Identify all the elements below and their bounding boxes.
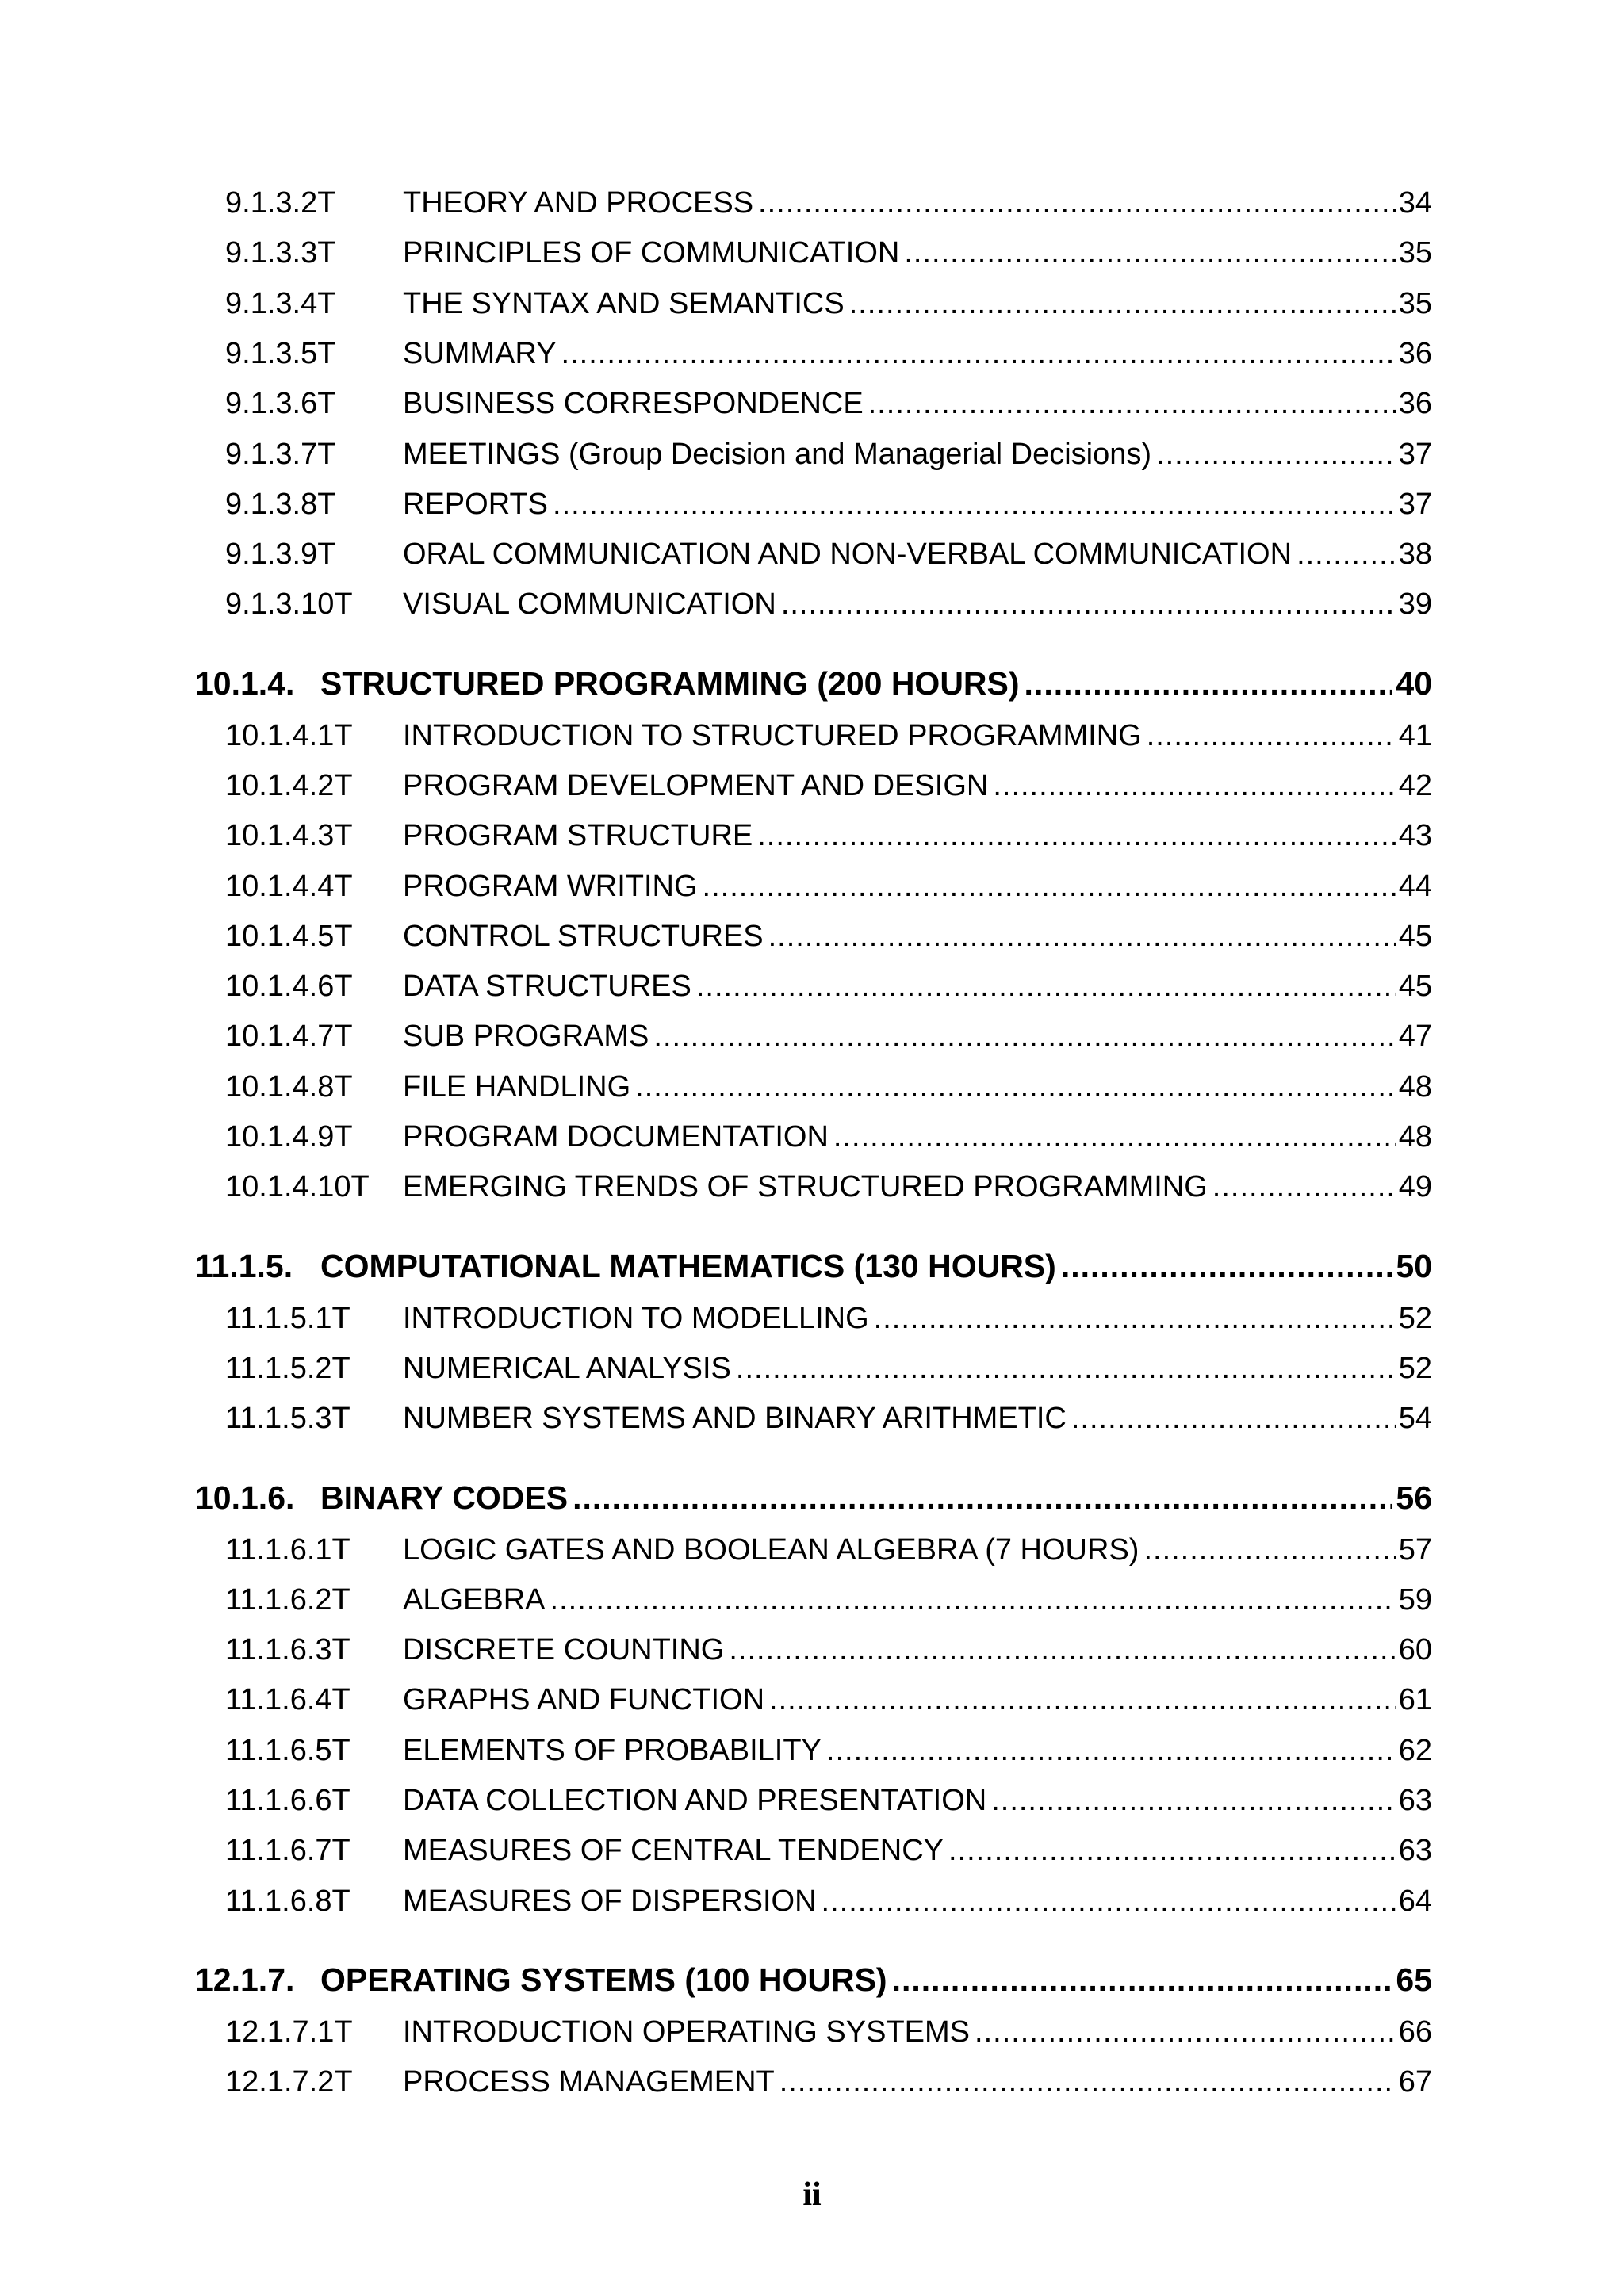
entry-leader: [403, 961, 1396, 1012]
entry-page: 40: [1396, 665, 1432, 702]
dot-leader: [993, 760, 1395, 811]
entry-title: MEASURES OF DISPERSION: [403, 1885, 817, 1918]
entry-title: INTRODUCTION TO STRUCTURED PROGRAMMING: [403, 719, 1142, 752]
dot-leader: [1297, 529, 1396, 580]
entry-title: DISCRETE COUNTING: [403, 1633, 725, 1667]
entry-leader: [403, 479, 1396, 530]
entry-leader: [403, 1775, 1396, 1826]
dot-leader: [635, 1062, 1396, 1112]
entry-leader: [403, 1062, 1396, 1112]
entry-page: 66: [1398, 2015, 1432, 2049]
entry-page: 56: [1396, 1479, 1432, 1516]
dot-leader: [904, 228, 1395, 278]
entry-leader: [403, 178, 1396, 228]
entry-title: CONTROL STRUCTURES: [403, 920, 764, 953]
entry-leader: [403, 1624, 1396, 1675]
entry-number: 9.1.3.3T: [225, 236, 336, 270]
entry-title: ELEMENTS OF PROBABILITY: [403, 1734, 822, 1767]
toc-entry[interactable]: [0, 1161, 1624, 1212]
entry-number: 11.1.6.6T: [225, 1784, 350, 1817]
entry-title: PROGRAM WRITING: [403, 870, 698, 903]
entry-title: SUMMARY: [403, 337, 557, 370]
toc-entry[interactable]: [0, 1011, 1624, 1062]
entry-leader: [403, 378, 1396, 429]
toc-section-entry[interactable]: [0, 658, 1624, 709]
entry-page: 34: [1398, 186, 1432, 220]
entry-page: 47: [1398, 1020, 1432, 1053]
toc-entry[interactable]: [0, 2007, 1624, 2057]
entry-page: 65: [1396, 1961, 1432, 1998]
dot-leader: [1025, 658, 1393, 709]
entry-number: 10.1.4.3T: [225, 819, 353, 852]
toc-entry[interactable]: [0, 378, 1624, 429]
dot-leader: [550, 1575, 1396, 1625]
toc-entry[interactable]: [0, 1825, 1624, 1876]
entry-leader: [403, 1525, 1396, 1575]
entry-page: 35: [1398, 236, 1432, 270]
entry-number: 11.1.5.3T: [225, 1402, 350, 1435]
toc-entry[interactable]: [0, 1775, 1624, 1826]
dot-leader: [736, 1343, 1396, 1394]
dot-leader: [1143, 1525, 1395, 1575]
entry-page: 37: [1398, 438, 1432, 471]
entry-page: 44: [1398, 870, 1432, 903]
toc-entry[interactable]: [0, 1293, 1624, 1344]
entry-leader: [403, 1011, 1396, 1062]
entry-title: REPORTS: [403, 488, 549, 521]
dot-leader: [991, 1775, 1396, 1826]
entry-title: LOGIC GATES AND BOOLEAN ALGEBRA (7 HOURS): [403, 1533, 1139, 1567]
entry-page: 45: [1398, 970, 1432, 1003]
entry-number: 9.1.3.6T: [225, 387, 336, 420]
entry-title: INTRODUCTION OPERATING SYSTEMS: [403, 2015, 971, 2049]
entry-page: 67: [1398, 2065, 1432, 2099]
entry-leader: [403, 429, 1396, 480]
entry-number: 10.1.4.10T: [225, 1170, 370, 1203]
dot-leader: [703, 861, 1396, 912]
entry-number: 9.1.3.7T: [225, 438, 336, 471]
entry-title: PROGRAM STRUCTURE: [403, 819, 753, 852]
toc-entry[interactable]: [0, 1624, 1624, 1675]
entry-title: INTRODUCTION TO MODELLING: [403, 1302, 869, 1335]
entry-page: 36: [1398, 337, 1432, 370]
entry-leader: [320, 1241, 1392, 1292]
entry-leader: [403, 1393, 1396, 1444]
toc-entry[interactable]: [0, 1575, 1624, 1625]
entry-page: 48: [1398, 1070, 1432, 1104]
entry-leader: [403, 2007, 1396, 2057]
entry-leader: [320, 1954, 1392, 2005]
toc-section-entry[interactable]: [0, 1472, 1624, 1523]
entry-number: 10.1.6.: [195, 1479, 295, 1516]
entry-page: 50: [1396, 1248, 1432, 1284]
entry-page: 63: [1398, 1784, 1432, 1817]
page-number: ii: [802, 2176, 822, 2213]
entry-title: BINARY CODES: [320, 1479, 569, 1516]
dot-leader: [769, 1674, 1396, 1725]
entry-leader: [403, 861, 1396, 912]
dot-leader: [849, 278, 1396, 329]
entry-number: 10.1.4.6T: [225, 970, 353, 1003]
toc-entry[interactable]: [0, 479, 1624, 530]
entry-title: STRUCTURED PROGRAMMING (200 HOURS): [320, 665, 1020, 702]
entry-leader: [403, 810, 1396, 861]
toc-entry[interactable]: [0, 1674, 1624, 1725]
entry-leader: [403, 1725, 1396, 1776]
dot-leader: [1212, 1161, 1396, 1212]
entry-page: 63: [1398, 1834, 1432, 1867]
dot-leader: [1147, 710, 1396, 761]
entry-page: 37: [1398, 488, 1432, 521]
entry-title: GRAPHS AND FUNCTION: [403, 1683, 765, 1716]
entry-page: 48: [1398, 1120, 1432, 1154]
entry-page: 45: [1398, 920, 1432, 953]
toc-entry[interactable]: [0, 328, 1624, 379]
dot-leader: [975, 2007, 1396, 2057]
entry-page: 54: [1398, 1402, 1432, 1435]
entry-leader: [403, 1575, 1396, 1625]
entry-title: EMERGING TRENDS OF STRUCTURED PROGRAMMING: [403, 1170, 1208, 1203]
entry-title: THEORY AND PROCESS: [403, 186, 754, 220]
dot-leader: [653, 1011, 1395, 1062]
dot-leader: [553, 479, 1396, 530]
entry-title: PROCESS MANAGEMENT: [403, 2065, 775, 2099]
dot-leader: [822, 1876, 1396, 1927]
entry-number: 10.1.4.2T: [225, 769, 353, 802]
entry-page: 36: [1398, 387, 1432, 420]
dot-leader: [1061, 1241, 1393, 1292]
entry-number: 11.1.6.8T: [225, 1885, 350, 1918]
dot-leader: [779, 2057, 1396, 2107]
entry-page: 59: [1398, 1583, 1432, 1617]
toc-entry[interactable]: [0, 529, 1624, 580]
entry-number: 11.1.5.: [195, 1248, 293, 1284]
entry-leader: [403, 1876, 1396, 1927]
toc-entry[interactable]: [0, 710, 1624, 761]
dot-leader: [758, 178, 1396, 228]
entry-page: 41: [1398, 719, 1432, 752]
toc-entry[interactable]: [0, 911, 1624, 962]
entry-number: 9.1.3.4T: [225, 287, 336, 320]
entry-leader: [403, 579, 1396, 629]
entry-page: 35: [1398, 287, 1432, 320]
toc-entry[interactable]: [0, 760, 1624, 811]
entry-title: BUSINESS CORRESPONDENCE: [403, 387, 864, 420]
entry-number: 9.1.3.10T: [225, 587, 353, 621]
entry-leader: [403, 760, 1396, 811]
toc-entry[interactable]: [0, 861, 1624, 912]
toc-section-entry[interactable]: [0, 1954, 1624, 2005]
entry-leader: [403, 328, 1396, 379]
entry-number: 11.1.5.1T: [225, 1302, 350, 1335]
dot-leader: [696, 961, 1396, 1012]
entry-page: 60: [1398, 1633, 1432, 1667]
entry-title: SUB PROGRAMS: [403, 1020, 649, 1053]
toc-entry[interactable]: [0, 228, 1624, 278]
entry-leader: [403, 278, 1396, 329]
dot-leader: [833, 1112, 1396, 1162]
entry-leader: [403, 228, 1396, 278]
entry-leader: [403, 1112, 1396, 1162]
entry-title: MEASURES OF CENTRAL TENDENCY: [403, 1834, 944, 1867]
toc-entry[interactable]: [0, 178, 1624, 228]
entry-page: 39: [1398, 587, 1432, 621]
entry-number: 11.1.6.1T: [225, 1533, 350, 1567]
entry-title: NUMERICAL ANALYSIS: [403, 1352, 731, 1385]
entry-number: 10.1.4.5T: [225, 920, 353, 953]
dot-leader: [573, 1472, 1392, 1523]
entry-leader: [403, 1674, 1396, 1725]
entry-number: 10.1.4.1T: [225, 719, 353, 752]
entry-title: COMPUTATIONAL MATHEMATICS (130 HOURS): [320, 1248, 1056, 1284]
entry-number: 11.1.6.4T: [225, 1683, 350, 1716]
entry-page: 62: [1398, 1734, 1432, 1767]
dot-leader: [561, 328, 1396, 379]
entry-page: 52: [1398, 1352, 1432, 1385]
entry-title: PRINCIPLES OF COMMUNICATION: [403, 236, 900, 270]
entry-number: 9.1.3.2T: [225, 186, 336, 220]
entry-title: VISUAL COMMUNICATION: [403, 587, 776, 621]
entry-title: NUMBER SYSTEMS AND BINARY ARITHMETIC: [403, 1402, 1067, 1435]
entry-number: 9.1.3.5T: [225, 337, 336, 370]
toc-entry[interactable]: [0, 1112, 1624, 1162]
dot-leader: [729, 1624, 1395, 1675]
entry-leader: [403, 1343, 1396, 1394]
entry-title: DATA STRUCTURES: [403, 970, 691, 1003]
entry-title: PROGRAM DOCUMENTATION: [403, 1120, 829, 1154]
toc-entry[interactable]: [0, 1062, 1624, 1112]
entry-page: 61: [1398, 1683, 1432, 1716]
dot-leader: [874, 1293, 1396, 1344]
entry-leader: [320, 1472, 1392, 1523]
entry-leader: [403, 710, 1396, 761]
entry-leader: [403, 911, 1396, 962]
entry-title: ORAL COMMUNICATION AND NON-VERBAL COMMUNICATION: [403, 538, 1293, 571]
toc-entry[interactable]: [0, 1343, 1624, 1394]
dot-leader: [1156, 429, 1396, 480]
entry-title: OPERATING SYSTEMS (100 HOURS): [320, 1961, 887, 1998]
entry-title: ALGEBRA: [403, 1583, 546, 1617]
toc-entry[interactable]: [0, 429, 1624, 480]
dot-leader: [826, 1725, 1396, 1776]
toc-entry[interactable]: [0, 961, 1624, 1012]
entry-leader: [403, 1825, 1396, 1876]
entry-number: 11.1.6.5T: [225, 1734, 350, 1767]
entry-number: 9.1.3.8T: [225, 488, 336, 521]
entry-page: 38: [1398, 538, 1432, 571]
entry-title: THE SYNTAX AND SEMANTICS: [403, 287, 845, 320]
dot-leader: [948, 1825, 1396, 1876]
toc-entry[interactable]: [0, 2057, 1624, 2107]
toc-section-entry[interactable]: [0, 1241, 1624, 1292]
entry-title: FILE HANDLING: [403, 1070, 631, 1104]
entry-page: 43: [1398, 819, 1432, 852]
entry-leader: [403, 529, 1396, 580]
entry-number: 12.1.7.: [195, 1961, 295, 1998]
entry-page: 64: [1398, 1885, 1432, 1918]
dot-leader: [892, 1954, 1393, 2005]
entry-leader: [403, 1161, 1396, 1212]
entry-number: 9.1.3.9T: [225, 538, 336, 571]
entry-number: 10.1.4.9T: [225, 1120, 353, 1154]
dot-leader: [768, 911, 1396, 962]
entry-page: 49: [1398, 1170, 1432, 1203]
entry-number: 12.1.7.1T: [225, 2015, 353, 2049]
entry-leader: [403, 1293, 1396, 1344]
entry-number: 11.1.6.2T: [225, 1583, 350, 1617]
entry-number: 11.1.6.7T: [225, 1834, 350, 1867]
toc-entry[interactable]: [0, 278, 1624, 329]
dot-leader: [757, 810, 1395, 861]
toc-entry[interactable]: [0, 579, 1624, 629]
entry-page: 52: [1398, 1302, 1432, 1335]
toc-entry[interactable]: [0, 1393, 1624, 1444]
toc-entry[interactable]: [0, 1525, 1624, 1575]
entry-page: 57: [1398, 1533, 1432, 1567]
entry-number: 11.1.5.2T: [225, 1352, 350, 1385]
entry-title: PROGRAM DEVELOPMENT AND DESIGN: [403, 769, 989, 802]
entry-number: 10.1.4.7T: [225, 1020, 353, 1053]
entry-number: 10.1.4.8T: [225, 1070, 353, 1104]
dot-leader: [781, 579, 1396, 629]
entry-number: 12.1.7.2T: [225, 2065, 353, 2099]
entry-leader: [403, 2057, 1396, 2107]
dot-leader: [1071, 1393, 1396, 1444]
entry-title: DATA COLLECTION AND PRESENTATION: [403, 1784, 987, 1817]
entry-title: MEETINGS (Group Decision and Managerial Decisions): [403, 438, 1152, 471]
toc-entry[interactable]: [0, 1876, 1624, 1927]
entry-number: 10.1.4.: [195, 665, 295, 702]
toc-entry[interactable]: [0, 1725, 1624, 1776]
toc-entry[interactable]: [0, 810, 1624, 861]
entry-page: 42: [1398, 769, 1432, 802]
entry-number: 11.1.6.3T: [225, 1633, 350, 1667]
dot-leader: [868, 378, 1396, 429]
entry-leader: [320, 658, 1392, 709]
entry-number: 10.1.4.4T: [225, 870, 353, 903]
